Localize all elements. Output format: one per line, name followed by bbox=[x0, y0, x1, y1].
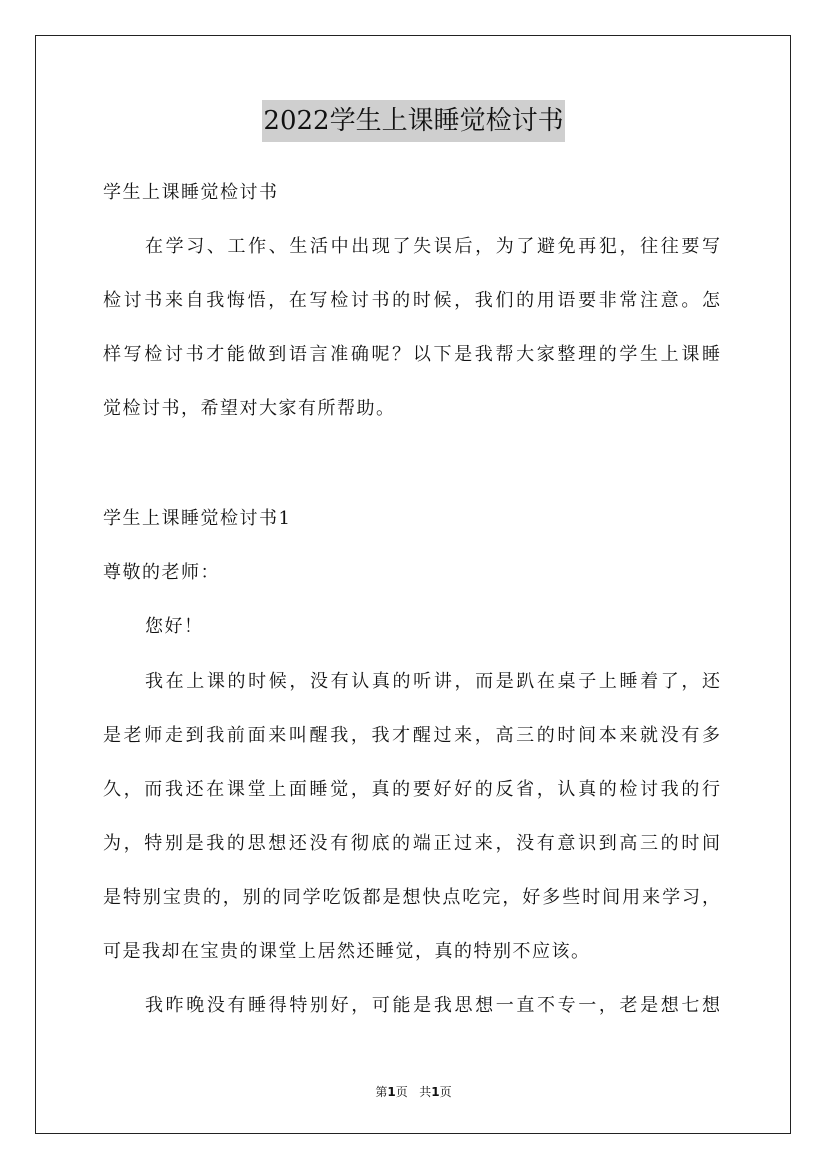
paragraph-line: 我昨晚没有睡得特别好，可能是我思想一直不专一，老是想七想 bbox=[145, 995, 720, 1016]
paragraph-line: 可是我却在宝贵的课堂上居然还睡觉，真的特别不应该。 bbox=[103, 941, 591, 962]
footer-total-number: 1 bbox=[431, 1085, 440, 1099]
paragraph-line: 为，特别是我的思想还没有彻底的端正过来，没有意识到高三的时间 bbox=[103, 833, 720, 854]
footer-page-number: 1 bbox=[387, 1085, 396, 1099]
document-subtitle: 学生上课睡觉检讨书 bbox=[103, 182, 279, 203]
page-footer bbox=[0, 1084, 827, 1100]
footer-total-suffix: 页 bbox=[439, 1085, 452, 1099]
intro-line: 样写检讨书才能做到语言准确呢？以下是我帮大家整理的学生上课睡 bbox=[103, 344, 720, 365]
title-wrap bbox=[0, 100, 827, 142]
paragraph-line: 是特别宝贵的，别的同学吃饭都是想快点吃完，好多些时间用来学习， bbox=[103, 887, 720, 908]
document-title: 2022学生上课睡觉检讨书 bbox=[262, 100, 564, 142]
intro-line: 在学习、工作、生活中出现了失误后，为了避免再犯，往往要写 bbox=[145, 236, 720, 257]
salutation: 尊敬的老师： bbox=[103, 562, 220, 583]
footer-total-prefix: 共 bbox=[419, 1085, 432, 1099]
section-heading: 学生上课睡觉检讨书1 bbox=[103, 508, 292, 529]
paragraph-line: 是老师走到我前面来叫醒我，我才醒过来，高三的时间本来就没有多 bbox=[103, 725, 720, 746]
footer-page-suffix: 页 bbox=[395, 1085, 408, 1099]
paragraph-line: 久，而我还在课堂上面睡觉，真的要好好的反省，认真的检讨我的行 bbox=[103, 779, 720, 800]
paragraph-line: 我在上课的时候，没有认真的听讲，而是趴在桌子上睡着了，还 bbox=[145, 671, 720, 692]
intro-line: 检讨书来自我悔悟，在写检讨书的时候，我们的用语要非常注意。怎 bbox=[103, 290, 720, 311]
intro-line: 觉检讨书，希望对大家有所帮助。 bbox=[103, 398, 396, 419]
footer-page-prefix: 第 bbox=[375, 1085, 388, 1099]
greeting: 您好！ bbox=[145, 616, 204, 637]
